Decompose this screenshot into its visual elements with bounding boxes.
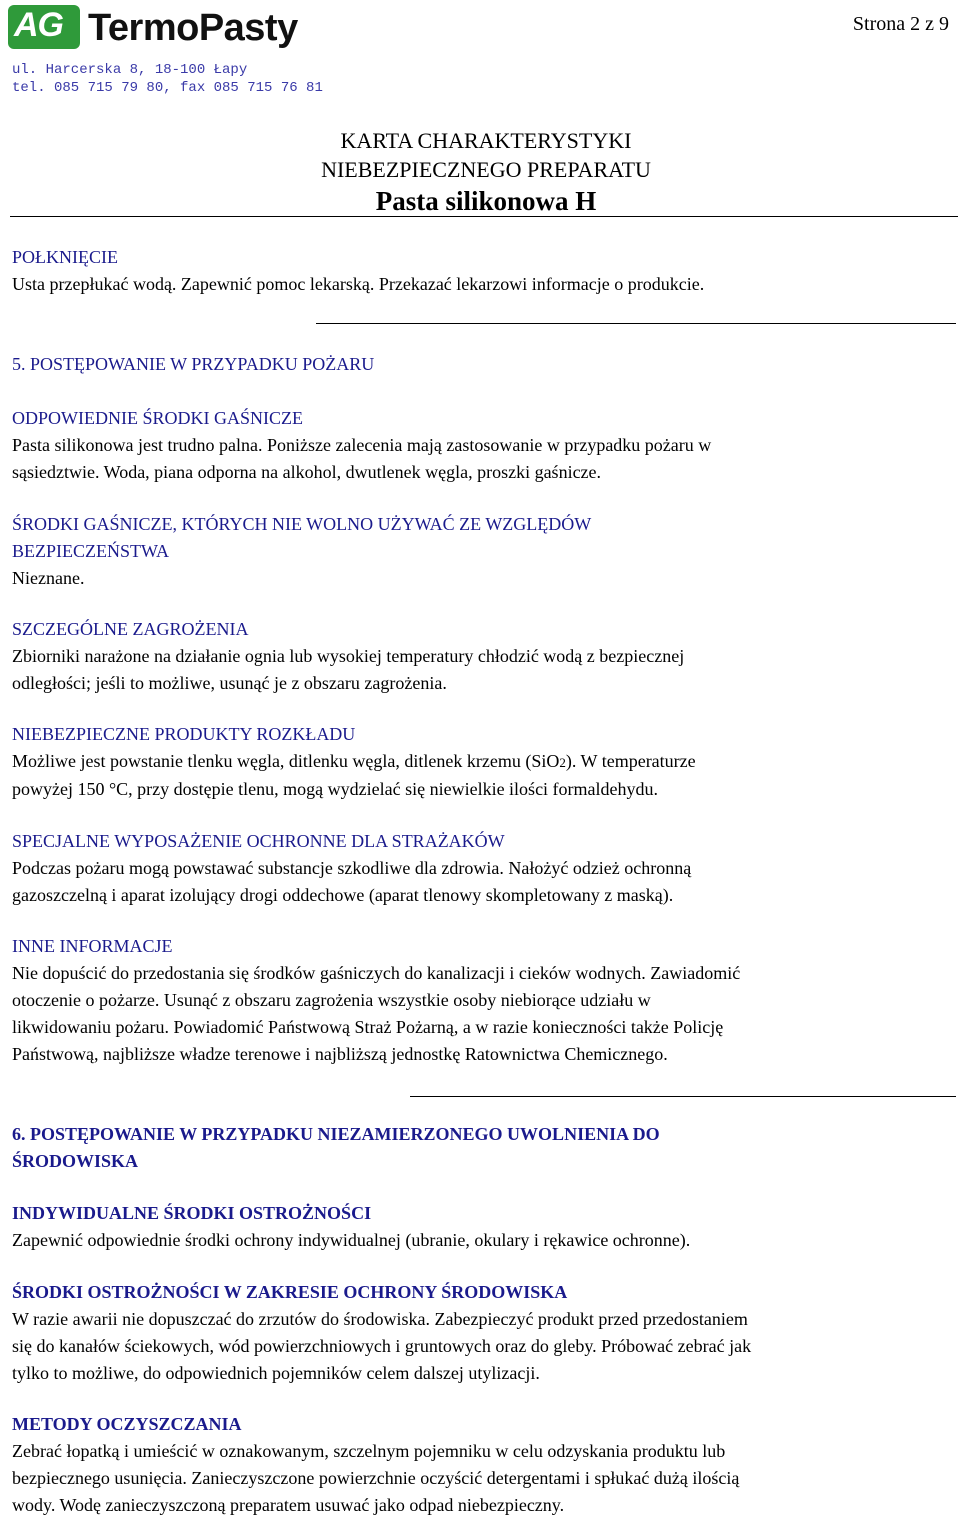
personal-precautions-heading: INDYWIDUALNE ŚRODKI OSTROŻNOŚCI: [12, 1203, 372, 1223]
special-hazards: [12, 616, 956, 697]
page-number: Strona 2 z 9: [852, 13, 949, 35]
swallow-heading: POŁKNIĘCIE: [12, 247, 118, 267]
text-fragment: ). W temperaturze: [565, 751, 696, 771]
special-hazards-heading: SZCZEGÓLNE ZAGROŻENIA: [12, 619, 249, 639]
logo-badge: [8, 5, 80, 49]
text-line: otoczenie o pożarze. Usunąć z obszaru zagrożenia wszystkie osoby niebiorące udziału w: [12, 990, 651, 1010]
logo-letters: AG: [14, 6, 63, 44]
sec6-heading: 6. POSTĘPOWANIE W PRZYPADKU NIEZAMIERZONEGO UWOLNIENIA DO: [12, 1124, 660, 1144]
text-line: bezpiecznego usunięcia. Zanieczyszczone powierzchnie oczyścić detergentami i spłukać dużą ilością: [12, 1468, 740, 1488]
text-line: Podczas pożaru mogą powstawać substancje szkodliwe dla zdrowia. Nałożyć odzież ochronną: [12, 858, 692, 878]
environmental-precautions: [12, 1279, 956, 1387]
sec5-heading: 5. POSTĘPOWANIE W PRZYPADKU POŻARU: [12, 354, 375, 374]
section-divider: [410, 1096, 956, 1097]
company-address: ul. Harcerska 8, 18-100 Łapy: [12, 62, 248, 78]
cleanup-methods: [12, 1411, 956, 1519]
text-line: Państwową, najbliższe władze terenowe i najbliższą jednostkę Ratownictwa Chemicznego.: [12, 1044, 668, 1064]
text-line: Zebrać łopatką i umieścić w oznakowanym, szczelnym pojemniku w celu odzyskania produktu lub: [12, 1441, 726, 1461]
text-line: Pasta silikonowa jest trudno palna. Poniższe zalecenia mają zastosowanie w przypadku pożaru w: [12, 435, 712, 455]
text-line: gazoszczelną i aparat izolujący drogi oddechowe (aparat tlenowy skompletowany z maską).: [12, 885, 674, 905]
text-line: się do kanałów ściekowych, wód powierzchniowych i gruntowych oraz do gleby. Próbować zebrać jak: [12, 1336, 752, 1356]
text-line: likwidowaniu pożaru. Powiadomić Państwową Straż Pożarną, a w razie konieczności także Policję: [12, 1017, 724, 1037]
decomposition-heading: NIEBEZPIECZNE PRODUKTY ROZKŁADU: [12, 724, 356, 744]
text-line: odległości; jeśli to możliwe, usunąć je z obszaru zagrożenia.: [12, 673, 447, 693]
personal-precautions-text: Zapewnić odpowiednie środki ochrony indywidualnej (ubranie, okulary i rękawice ochronne).: [12, 1230, 691, 1250]
text-line: tylko to możliwe, do odpowiednich pojemników celem dalszej utylizacji.: [12, 1363, 540, 1383]
doc-title-line1: KARTA CHARAKTERYSTYKI: [340, 128, 632, 153]
text-line: Nie dopuścić do przedostania się środków gaśniczych do kanalizacji i cieków wodnych. Zawiadomić: [12, 963, 741, 983]
forbidden-media-heading: ŚRODKI GAŚNICZE, KTÓRYCH NIE WOLNO UŻYWAĆ ZE WZGLĘDÓW: [12, 514, 592, 534]
product-name: Pasta silikonowa H: [375, 186, 597, 216]
personal-precautions: [12, 1200, 956, 1254]
section-divider: [316, 323, 956, 324]
extinguishing-media-heading: ODPOWIEDNIE ŚRODKI GAŚNICZE: [12, 408, 303, 428]
forbidden-media-text: Nieznane.: [12, 568, 85, 588]
text-fragment: Możliwe jest powstanie tlenku węgla, ditlenku węgla, ditlenek krzemu (SiO: [12, 751, 560, 771]
other-info-heading: INNE INFORMACJE: [12, 936, 173, 956]
company-address-block: [12, 61, 323, 97]
doc-title-line2: NIEBEZPIECZNEGO PREPARATU: [321, 157, 651, 182]
forbidden-media: [12, 511, 956, 592]
brand-name: TermoPasty: [88, 7, 298, 49]
decomposition-products: [12, 721, 956, 803]
text-line: [12, 748, 956, 776]
forbidden-media-heading-cont: BEZPIECZEŃSTWA: [12, 541, 169, 561]
swallow-section: [12, 244, 956, 298]
title-divider: [10, 216, 958, 217]
firefighter-equipment: [12, 828, 956, 909]
cleanup-methods-heading: METODY OCZYSZCZANIA: [12, 1414, 242, 1434]
text-line: wody. Wodę zanieczyszczoną preparatem usuwać jako odpad niebezpieczny.: [12, 1495, 565, 1515]
environmental-precautions-heading: ŚRODKI OSTROŻNOŚCI W ZAKRESIE OCHRONY ŚRODOWISKA: [12, 1282, 568, 1302]
text-line: W razie awarii nie dopuszczać do zrzutów do środowiska. Zabezpieczyć produkt przed przedostaniem: [12, 1309, 748, 1329]
text-line: powyżej 150 °C, przy dostępie tlenu, mogą wydzielać się niewielkie ilości formaldehydu.: [12, 779, 659, 799]
text-line: Zbiorniki narażone na działanie ognia lub wysokiej temperatury chłodzić wodą z bezpiecznej: [12, 646, 685, 666]
sec5-heading-block: [12, 351, 956, 378]
swallow-text: Usta przepłukać wodą. Zapewnić pomoc lekarską. Przekazać lekarzowi informacje o produkcie.: [12, 274, 705, 294]
text-line: sąsiedztwie. Woda, piana odporna na alkohol, dwutlenek węgla, proszki gaśnicze.: [12, 462, 602, 482]
sec6-heading-block: [12, 1121, 956, 1175]
company-phone: tel. 085 715 79 80, fax 085 715 76 81: [12, 80, 323, 96]
other-information: [12, 933, 956, 1068]
extinguishing-media: [12, 405, 956, 486]
sec6-heading-cont: ŚRODOWISKA: [12, 1151, 139, 1171]
subscript-text: 2: [559, 755, 566, 770]
equipment-heading: SPECJALNE WYPOSAŻENIE OCHRONNE DLA STRAŻAKÓW: [12, 831, 505, 851]
